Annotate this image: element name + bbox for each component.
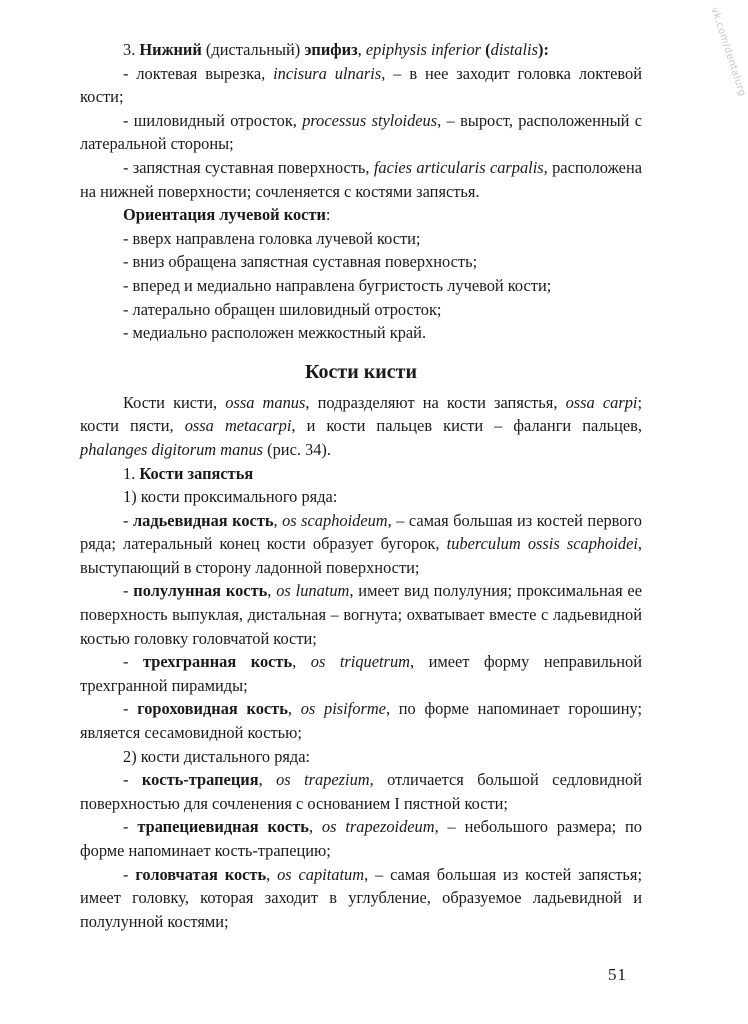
- bone-item: - полулунная кость, os lunatum, имеет вид полулуния; проксимальная ее поверхность выпуклая, дистальная – вогнута; охватывает вместе с ладьевидной костью головку головчатой кости;: [80, 581, 642, 648]
- orientation-title: Ориентация лучевой кости:: [123, 205, 331, 225]
- list-item: - вверх направлена головка лучевой кости;: [123, 228, 421, 248]
- bone-item: - кость-трапеция, os trapezium, отличается большой седловидной поверхностью для сочленения с основанием I пястной кости;: [80, 770, 643, 813]
- list-item: - шиловидный отросток, processus styloideus, – вырост, расположенный с латеральной стороны;: [80, 110, 643, 154]
- proximal-row-label: 1) кости проксимального ряда:: [123, 487, 338, 507]
- page-content: [80, 38, 642, 933]
- epiphysis-title: 3. Нижний (дистальный) эпифиз, epiphysis inferior (distalis):: [123, 40, 549, 59]
- list-item: - вниз обращена запястная суставная поверхность;: [123, 252, 478, 272]
- intro-paragraph: Кости кисти, ossa manus, подразделяют на кости запястья, ossa carpi; кости пясти, ossa metacarpi, и кости пальцев кисти – фаланги пальцев, phalanges digitorum manus (рис. 34).: [80, 392, 643, 459]
- page-number: 51: [608, 965, 627, 984]
- list-item: - вперед и медиально направлена бугристость лучевой кости;: [123, 275, 552, 295]
- watermark: vk.com/dentalurg: [708, 6, 748, 98]
- list-item: - медиально расположен межкостный край.: [123, 323, 427, 343]
- distal-row-label: 2) кости дистального ряда:: [123, 746, 311, 766]
- bone-item: - гороховидная кость, os pisiforme, по форме напоминает горошину; является сесамовидной костью;: [80, 699, 643, 743]
- list-item: - латерально обращен шиловидный отросток;: [123, 299, 442, 319]
- bone-item: - головчатая кость, os capitatum, – самая большая из костей запястья; имеет головку, которая заходит в углубление, образуемое ладьевидной и полулунной костями;: [80, 864, 642, 931]
- bone-item: - ладьевидная кость, os scaphoideum, – самая большая из костей первого ряда; латеральный конец кости образует бугорок, tuberculum ossis scaphoidei, выступающий в сторону ладонной поверхности;: [80, 510, 643, 577]
- bone-item: - трапециевидная кость, os trapezoideum, – небольшого размера; по форме напоминает кость-трапецию;: [80, 817, 643, 860]
- bone-item: - трехгранная кость, os triquetrum, имеет форму неправильной трехгранной пирамиды;: [80, 652, 643, 695]
- list-item: - запястная суставная поверхность, facies articularis carpalis, расположена на нижней поверхности; сочленяется с костями запястья.: [80, 157, 642, 201]
- list-item: - локтевая вырезка, incisura ulnaris, – в нее заходит головка локтевой кости;: [80, 63, 643, 107]
- carpal-title: 1. Кости запястья: [123, 463, 254, 483]
- section-heading: Кости кисти: [304, 360, 417, 383]
